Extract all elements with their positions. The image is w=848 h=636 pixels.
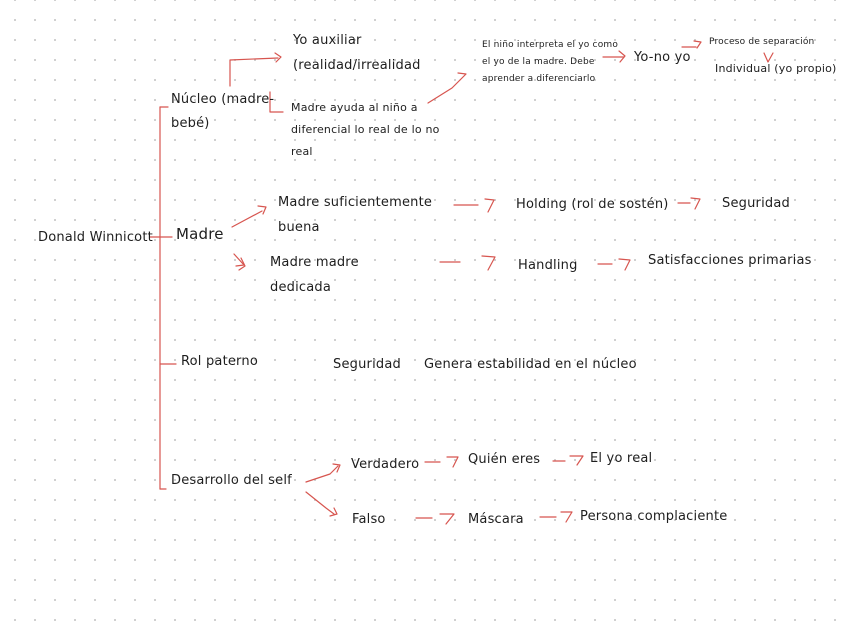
connector-handling-satisfacciones-head: [619, 259, 630, 270]
connector-falso-mascara-head: [440, 514, 454, 524]
node-madre-suficiente: [278, 190, 432, 240]
node-seguridad-madre: Seguridad: [722, 196, 790, 211]
node-handling: Handling: [518, 258, 578, 273]
node-complaciente: Persona complaciente: [580, 509, 728, 524]
node-falso: Falso: [352, 512, 386, 527]
connector-suficiente-holding-head: [485, 199, 494, 212]
node-madre-ayuda: [291, 97, 440, 163]
node-yo-auxiliar-line1: Yo auxiliar: [293, 33, 362, 48]
node-interpreta-line3: aprender a diferenciarlo: [482, 74, 596, 84]
connector-holding-seguridad-head: [691, 198, 700, 209]
node-yo-auxiliar: [293, 28, 421, 78]
connector-verdadero-quien-head: [447, 457, 458, 467]
node-madre-dedicada-line2: dedicada: [270, 280, 332, 295]
connector-madre-suficiente: [232, 211, 262, 227]
node-seguridad-paterno: Seguridad: [333, 357, 401, 372]
node-yo-no-yo: Yo-no yo: [634, 50, 691, 65]
node-holding: Holding (rol de sostén): [516, 197, 669, 212]
node-madre-ayuda-line1: Madre ayuda al niño a: [291, 101, 418, 114]
node-interpreta: [482, 37, 618, 88]
node-madre-ayuda-line2: diferencial lo real de lo no: [291, 123, 440, 136]
node-yo-auxiliar-line2: (realidad/irrealidad: [293, 58, 421, 73]
connector-quien-yoreal-head: [570, 456, 583, 465]
node-rol-paterno: Rol paterno: [181, 354, 258, 369]
node-proceso: Proceso de separación: [709, 37, 815, 47]
node-nucleo: [171, 88, 274, 136]
node-interpreta-line2: el yo de la madre. Debe: [482, 57, 595, 67]
node-verdadero: Verdadero: [351, 457, 420, 472]
connector-mascara-complaciente-head: [561, 512, 572, 522]
node-madre-ayuda-line3: real: [291, 145, 313, 158]
node-quien-eres: Quién eres: [468, 452, 541, 467]
node-madre-dedicada-line1: Madre madre: [270, 255, 359, 270]
node-madre: Madre: [176, 225, 224, 243]
node-desarrollo-self: Desarrollo del self: [171, 473, 292, 488]
node-satisfacciones: Satisfacciones primarias: [648, 253, 812, 268]
connector-nucleo-yo-auxiliar: [230, 58, 278, 86]
node-interpreta-line1: El niño interpreta el yo como: [482, 40, 619, 50]
connector-dedicada-handling-head: [482, 256, 495, 270]
node-madre-suficiente-line1: Madre suficientemente: [278, 195, 433, 210]
node-mascara: Máscara: [468, 512, 524, 527]
connector-self-verdadero: [306, 466, 338, 482]
node-madre-dedicada: [270, 250, 359, 300]
node-nucleo-line1: Núcleo (madre-: [171, 92, 275, 107]
node-root: Donald Winnicott: [38, 230, 153, 245]
node-yo-real: El yo real: [590, 451, 653, 466]
connector-self-falso: [306, 492, 334, 514]
node-madre-suficiente-line2: buena: [278, 220, 320, 235]
node-estabilidad: Genera estabilidad en el núcleo: [424, 357, 637, 372]
node-individual: Individual (yo propio): [715, 62, 837, 75]
node-nucleo-line2: bebé): [171, 116, 210, 131]
connector-madre-ayuda-interpreta-head: [458, 73, 466, 80]
